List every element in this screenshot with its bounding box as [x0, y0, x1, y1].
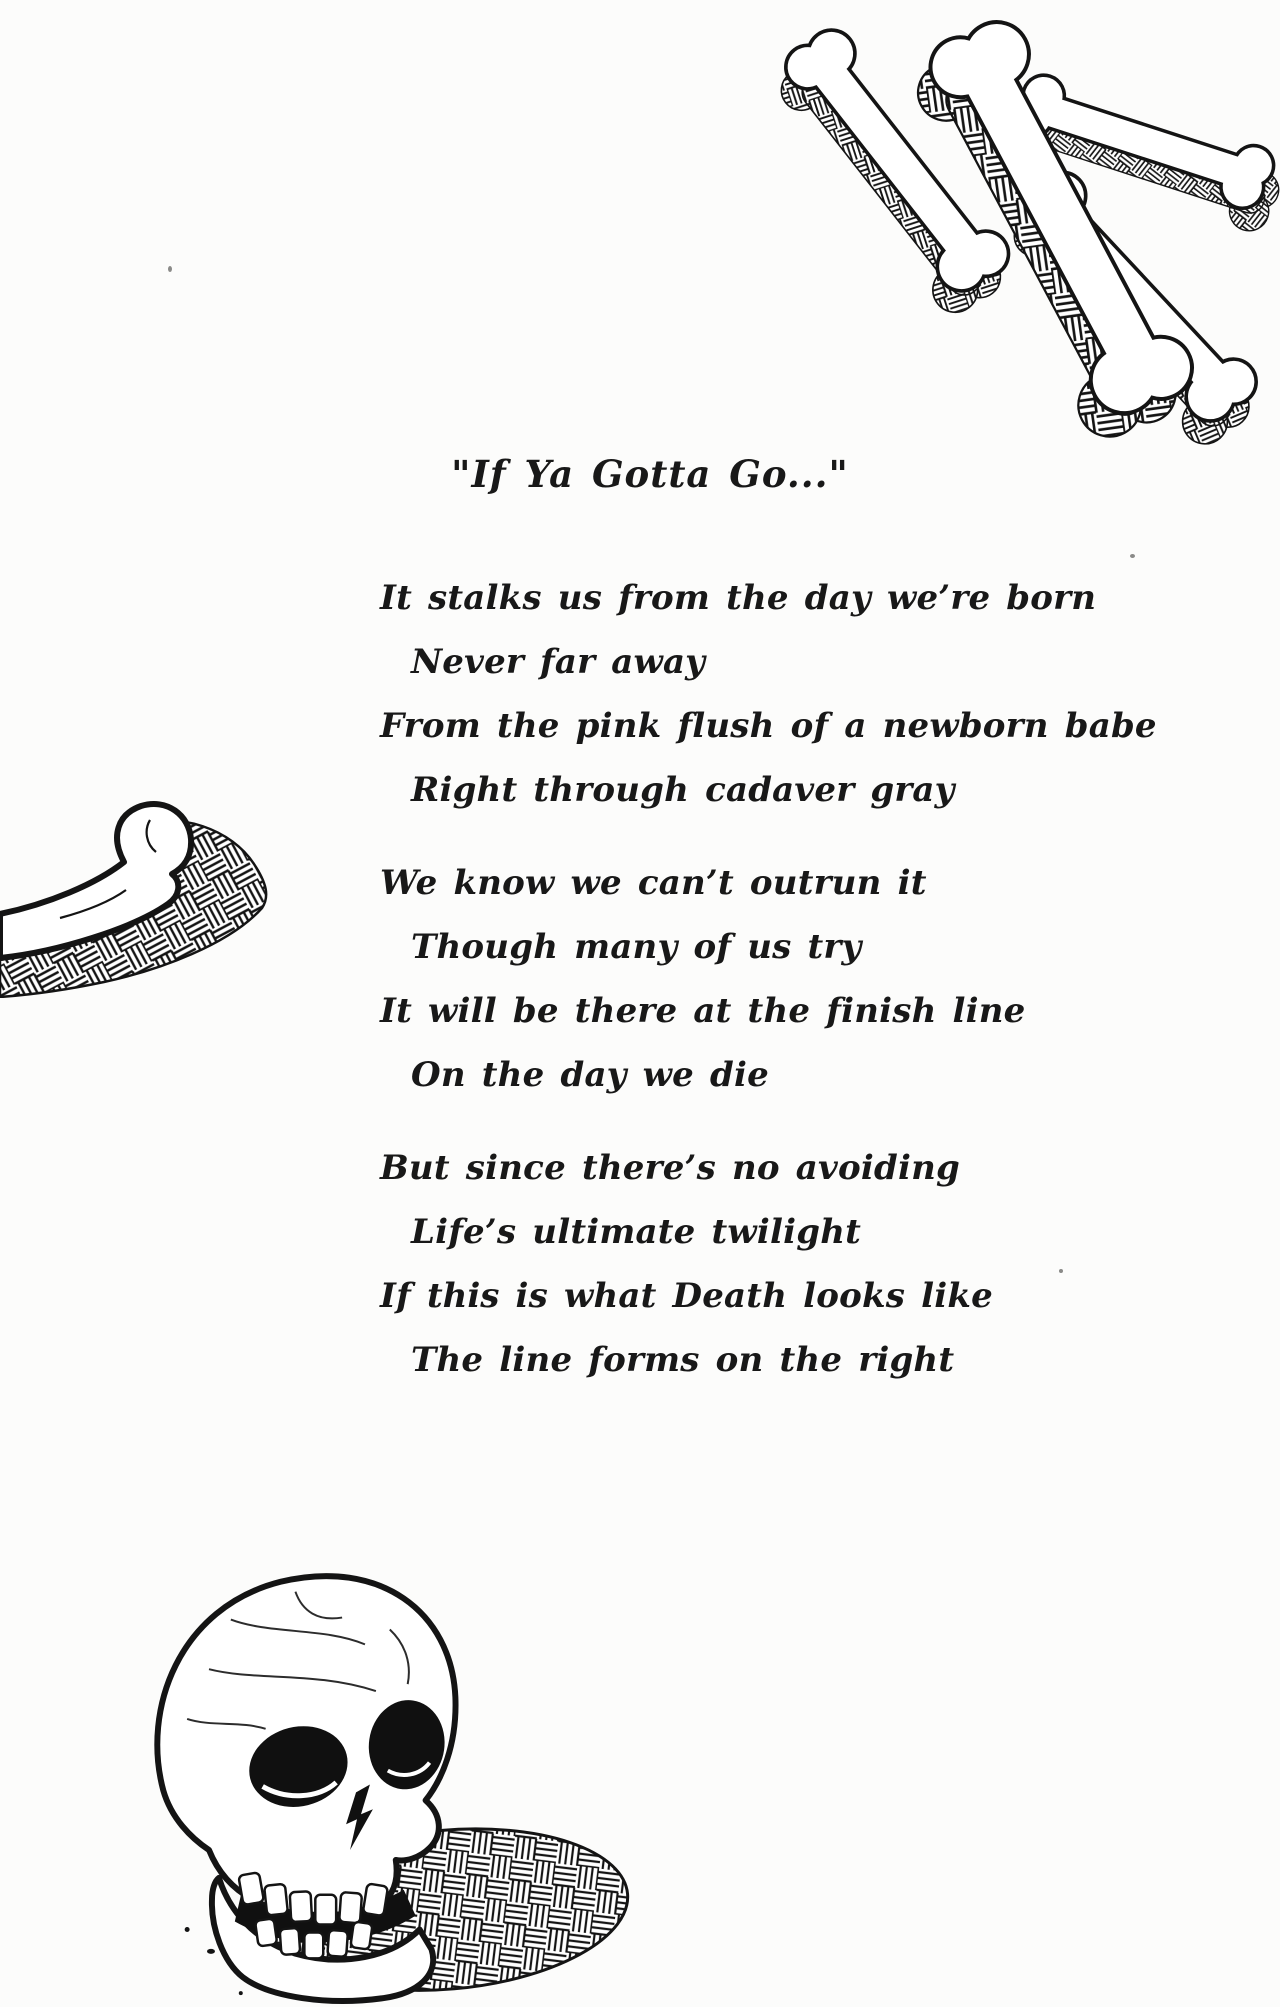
poem-line: On the day we die [411, 1055, 769, 1095]
poem-line: Though many of us try [411, 927, 862, 967]
scan-speck [1059, 1269, 1063, 1273]
line-suffix: is what Death looks like [499, 1276, 993, 1316]
poem-line: From the pink flush of a newborn babe [380, 706, 1157, 746]
poem-line-with-emphasis [380, 1264, 1100, 1328]
poem-stanza-2 [380, 851, 1100, 1107]
scan-speck [168, 266, 172, 272]
poem-line: Never far away [411, 642, 706, 682]
poem-line: It will be there at the finish line [380, 991, 1026, 1031]
emphasized-word: this [426, 1276, 500, 1316]
crossed-bones-illustration [700, 0, 1280, 470]
poem-stanza-1 [380, 566, 1157, 822]
poem-line: Life’s ultimate twilight [411, 1212, 862, 1252]
poem-line: It stalks us from the day we’re born [380, 578, 1097, 618]
poem-line: The line forms on the right [411, 1340, 955, 1380]
line-prefix: If [380, 1276, 427, 1316]
poem-line: We know we can’t outrun it [380, 863, 927, 903]
poem-title: "If Ya Gotta Go..." [451, 452, 849, 496]
poem-body [380, 566, 1157, 1392]
poem-line: But since there’s no avoiding [380, 1148, 960, 1188]
skull-illustration [90, 1550, 630, 2007]
bone-end-illustration [0, 768, 280, 998]
poem-stanza-3 [380, 1136, 1100, 1392]
poem-line: Right through cadaver gray [411, 770, 955, 810]
scan-speck [1130, 554, 1135, 558]
